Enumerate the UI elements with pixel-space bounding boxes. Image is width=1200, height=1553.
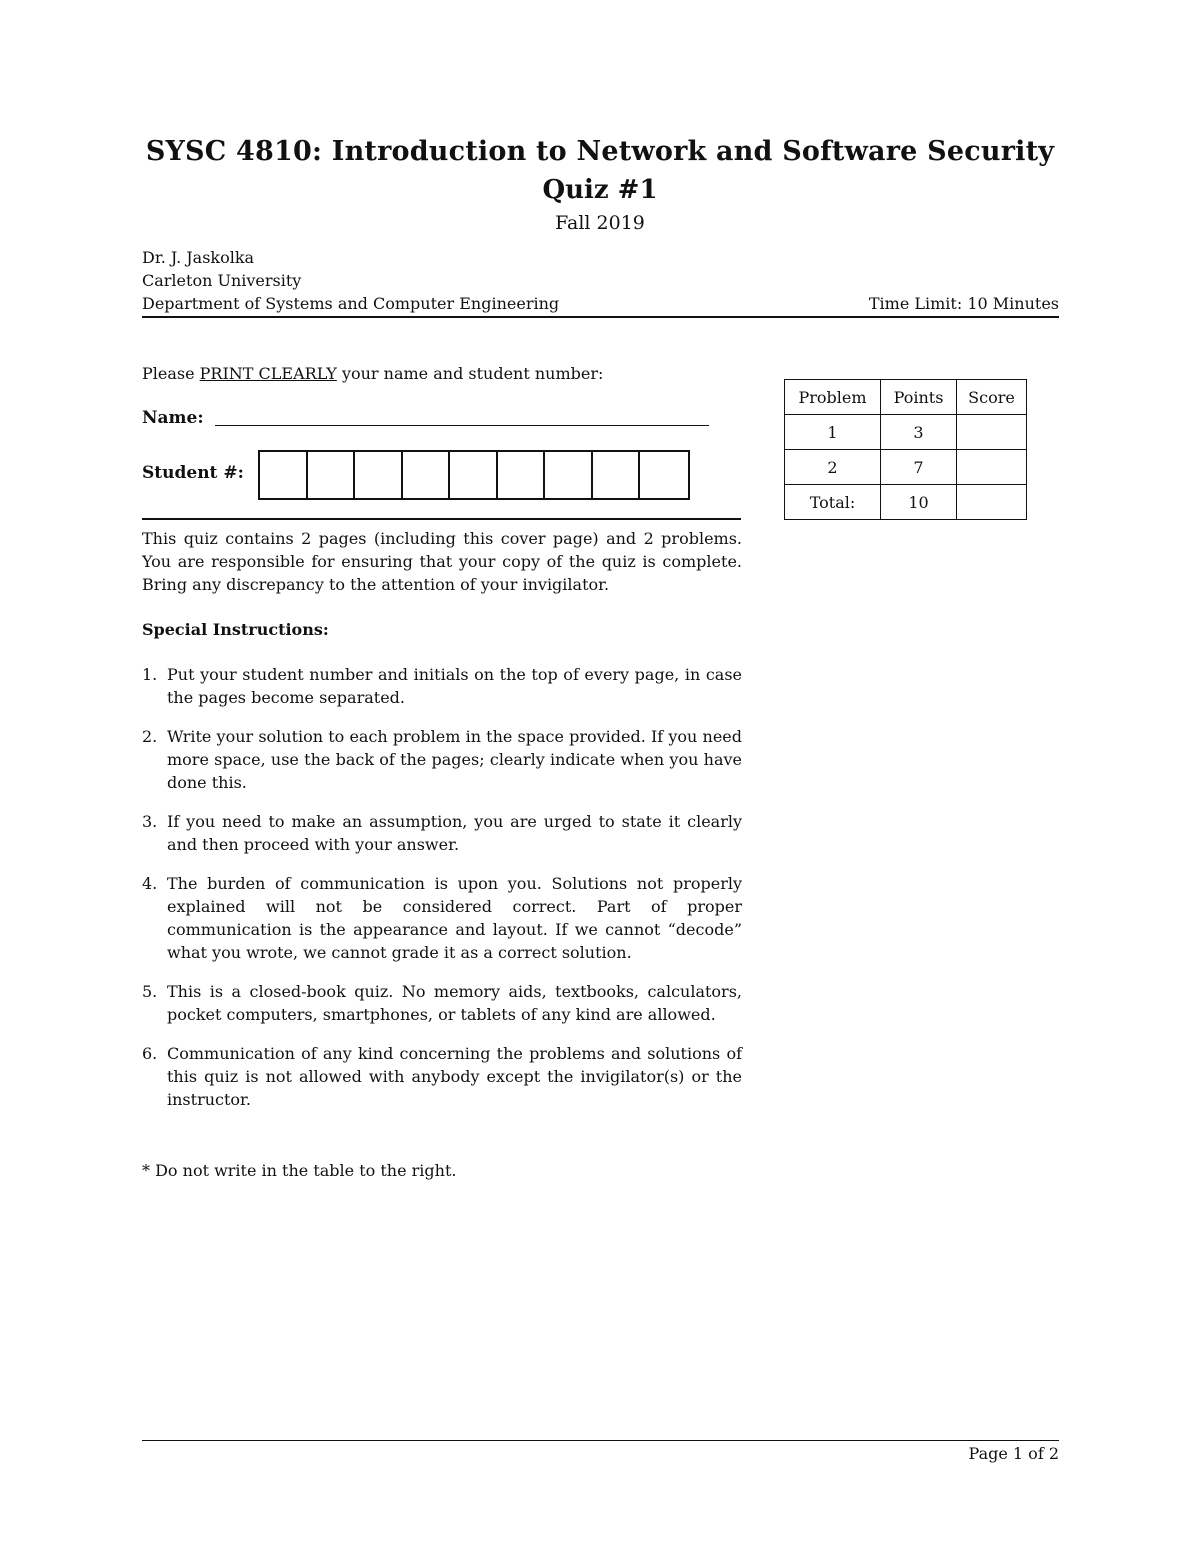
footer-divider bbox=[142, 1440, 1059, 1441]
student-number-boxes bbox=[258, 450, 690, 500]
student-number-digit-box[interactable] bbox=[593, 452, 641, 498]
points-cell: 7 bbox=[881, 450, 957, 485]
list-item-text: Put your student number and initials on the top of every page, in case the pages become separated. bbox=[167, 665, 742, 707]
name-field[interactable] bbox=[215, 425, 709, 426]
list-item-number: 3. bbox=[142, 812, 158, 831]
list-item-text: Write your solution to each problem in the space provided. If you need more space, use the back of the pages; clearly indicate when you have done this. bbox=[167, 727, 742, 792]
table-row bbox=[785, 485, 1027, 520]
points-cell: 3 bbox=[881, 415, 957, 450]
list-item bbox=[142, 872, 742, 964]
list-item-number: 4. bbox=[142, 874, 158, 893]
instructions-list bbox=[142, 663, 742, 1127]
list-item-number: 5. bbox=[142, 982, 158, 1001]
term: Fall 2019 bbox=[555, 212, 645, 234]
student-number-digit-box[interactable] bbox=[640, 452, 688, 498]
header-points: Points bbox=[881, 380, 957, 415]
score-cell[interactable] bbox=[957, 485, 1027, 520]
course-title: SYSC 4810: Introduction to Network and Software Security bbox=[145, 136, 1055, 167]
list-item-text: This is a closed-book quiz. No memory aids, textbooks, calculators, pocket computers, smartphones, or tablets of any kind are allowed. bbox=[167, 982, 742, 1024]
time-limit: Time Limit: 10 Minutes bbox=[868, 294, 1059, 313]
score-table bbox=[784, 379, 1027, 520]
list-item-text: Communication of any kind concerning the problems and solutions of this quiz is not allowed with anybody except the invigilator(s) or the instructor. bbox=[167, 1044, 742, 1109]
print-prompt-pre: Please bbox=[142, 364, 200, 383]
list-item bbox=[142, 725, 742, 794]
header-divider bbox=[142, 316, 1059, 318]
problem-cell: 1 bbox=[785, 415, 881, 450]
print-prompt bbox=[142, 362, 603, 385]
intro-text: This quiz contains 2 pages (including this cover page) and 2 problems. You are responsible for ensuring that your copy of the quiz is complete. Bring any discrepancy to the attention of your invigilator. bbox=[142, 529, 742, 594]
score-cell[interactable] bbox=[957, 450, 1027, 485]
header-score: Score bbox=[957, 380, 1027, 415]
special-instructions-heading: Special Instructions: bbox=[142, 620, 329, 639]
student-number-digit-box[interactable] bbox=[498, 452, 546, 498]
student-number-label: Student #: bbox=[142, 463, 244, 483]
print-prompt-post: your name and student number: bbox=[336, 364, 604, 383]
university: Carleton University bbox=[142, 271, 302, 290]
table-row bbox=[785, 450, 1027, 485]
student-number-digit-box[interactable] bbox=[308, 452, 356, 498]
list-item-number: 6. bbox=[142, 1044, 158, 1063]
student-number-digit-box[interactable] bbox=[355, 452, 403, 498]
header-problem: Problem bbox=[785, 380, 881, 415]
list-item bbox=[142, 810, 742, 856]
student-number-digit-box[interactable] bbox=[545, 452, 593, 498]
list-item-text: The burden of communication is upon you. Solutions not properly explained will not be considered correct. Part of proper communication is the appearance and layout. If we cannot “decode” what you wrote, we cannot grade it as a correct solution. bbox=[167, 874, 742, 962]
list-item-text: If you need to make an assumption, you are urged to state it clearly and then proceed with your answer. bbox=[167, 812, 742, 854]
list-item bbox=[142, 1042, 742, 1111]
section-divider bbox=[142, 518, 741, 520]
list-item bbox=[142, 980, 742, 1026]
table-row bbox=[785, 415, 1027, 450]
problem-cell: 2 bbox=[785, 450, 881, 485]
quiz-title: Quiz #1 bbox=[542, 175, 658, 205]
department: Department of Systems and Computer Engineering bbox=[142, 294, 560, 313]
name-label: Name: bbox=[142, 408, 204, 428]
table-note: * Do not write in the table to the right. bbox=[142, 1161, 457, 1180]
list-item bbox=[142, 663, 742, 709]
list-item-number: 1. bbox=[142, 665, 158, 684]
student-number-digit-box[interactable] bbox=[403, 452, 451, 498]
student-number-digit-box[interactable] bbox=[260, 452, 308, 498]
problem-cell: Total: bbox=[785, 485, 881, 520]
points-cell: 10 bbox=[881, 485, 957, 520]
page-number: Page 1 of 2 bbox=[968, 1444, 1059, 1463]
score-table-header-row bbox=[785, 380, 1027, 415]
score-cell[interactable] bbox=[957, 415, 1027, 450]
print-prompt-emphasis: PRINT CLEARLY bbox=[199, 364, 337, 383]
student-number-digit-box[interactable] bbox=[450, 452, 498, 498]
list-item-number: 2. bbox=[142, 727, 158, 746]
instructor: Dr. J. Jaskolka bbox=[142, 248, 255, 267]
